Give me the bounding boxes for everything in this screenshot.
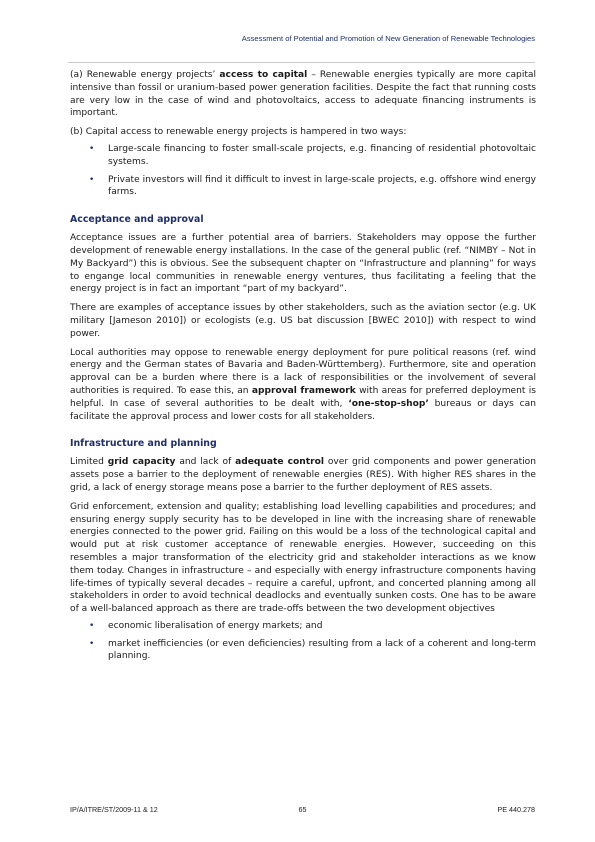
bold-term: approval framework bbox=[251, 385, 356, 396]
paragraph-grid-capacity bbox=[70, 456, 536, 494]
bullet-icon: • bbox=[89, 638, 95, 649]
text-span: – Renewable energies typically are more capital intensive than fossil or uranium-based power generation facilities. Despite the fact that running costs are very low in the case of wind and photovoltaics, access to adequate financing instruments is important. bbox=[70, 70, 537, 119]
text-span: Local authorities may oppose to renewable energy deployment for pure political reasons (ref. wind energy and the German states of Bavaria and Baden-Württemberg). Furthermore, site and operation approval can be a burden where there is a lack of responsibilities or the involvement of several authorities is required. To ease this, an bbox=[70, 347, 536, 396]
text-span: and lack of bbox=[175, 457, 236, 468]
paragraph-grid-enforcement: Grid enforcement, extension and quality; establishing load levelling capabilities and procedures; and ensuring energy supply security has to be developed in line with the increasing share of renewable energies connected to the power grid. Failing on this would be a loss of the technological capital and would put at risk customer acceptance of renewable energies. However, succeeding on this resembles a major transformation of the electricity grid and stakeholder interactions as we know them today. Changes in infrastructure – and especially with energy infrastructure components having life-times of typically several decades – require a careful, upfront, and concerted planning among all stakeholders in order to avoid technical deadlocks and eventually sunken costs. One has to be aware of a well-balanced approach as there are trade-offs between the two development objectives bbox=[70, 501, 536, 615]
document-reference: IP/A/ITRE/ST/2009-11 & 12 bbox=[70, 805, 158, 814]
bullet-icon: • bbox=[89, 174, 95, 185]
section-heading-infrastructure: Infrastructure and planning bbox=[70, 438, 217, 450]
text-span: bureaus or days can facilitate the approval process and lower costs for all stakeholders. bbox=[70, 398, 536, 422]
paragraph-access-to-capital bbox=[70, 69, 536, 120]
list-item bbox=[70, 143, 536, 169]
bullet-list-objectives bbox=[70, 620, 536, 663]
page-footer bbox=[70, 805, 535, 817]
pe-number: PE 440.278 bbox=[497, 805, 535, 814]
bullet-icon: • bbox=[89, 620, 95, 631]
paragraph-other-stakeholders: There are examples of acceptance issues by other stakeholders, such as the aviation sector (e.g. UK military [Jameson 2010]) or ecologists (e.g. US bat discussion [BWEC 2010]) with respect to wind power. bbox=[70, 303, 536, 339]
bullet-icon: • bbox=[89, 143, 95, 154]
bold-term: ‘one-stop-shop’ bbox=[348, 398, 429, 409]
list-item-text: Private investors will find it difficult to invest in large-scale projects, e.g. offshore wind energy farms. bbox=[108, 174, 536, 198]
page-number: 65 bbox=[298, 805, 307, 814]
list-item bbox=[70, 174, 536, 200]
running-header: Assessment of Potential and Promotion of New Generation of Renewable Technologies bbox=[241, 34, 535, 43]
list-item bbox=[70, 638, 536, 664]
paragraph-acceptance-issues: Acceptance issues are a further potential area of barriers. Stakeholders may oppose the further development of renewable energy installations. In the case of the general public (ref. “NIMBY – Not in My Backyard”) this is obvious. See the subsequent chapter on “Infrastructure and planning” for ways to engange local communities in renewable energy ventures, thus facilitating a feeling that the energy project is in fact an important “part of my backyard”. bbox=[70, 233, 536, 295]
bold-term: access to capital bbox=[219, 70, 308, 80]
text-span: Limited bbox=[70, 457, 108, 468]
list-item-text: market inefficiencies (or even deficiencies) resulting from a lack of a coherent and long-term planning. bbox=[108, 638, 536, 662]
list-item-text: economic liberalisation of energy markets; and bbox=[108, 620, 323, 631]
section-heading-acceptance: Acceptance and approval bbox=[70, 214, 204, 226]
bold-term: grid capacity bbox=[107, 457, 176, 468]
bullet-list-financing bbox=[70, 143, 536, 199]
list-item bbox=[70, 620, 536, 633]
header-rule bbox=[68, 62, 535, 63]
text-span: with areas for preferred deployment is helpful. In case of several authorities to be dealt with, bbox=[70, 385, 536, 409]
paragraph-capital-hampered: (b) Capital access to renewable energy projects is hampered in two ways: bbox=[70, 127, 407, 138]
text-span: over grid components and power generation assets pose a barrier to the deployment of renewable energies (RES). With higher RES shares in the grid, a lack of energy storage means pose a barrier to the further deployment of RES assets. bbox=[70, 457, 536, 493]
page-content bbox=[70, 69, 536, 671]
bold-term: adequate control bbox=[235, 457, 324, 468]
text-span: (a) Renewable energy projects’ bbox=[70, 70, 220, 80]
paragraph-local-authorities bbox=[70, 347, 536, 424]
list-item-text: Large-scale financing to foster small-scale projects, e.g. financing of residential photovoltaic systems. bbox=[108, 143, 536, 167]
